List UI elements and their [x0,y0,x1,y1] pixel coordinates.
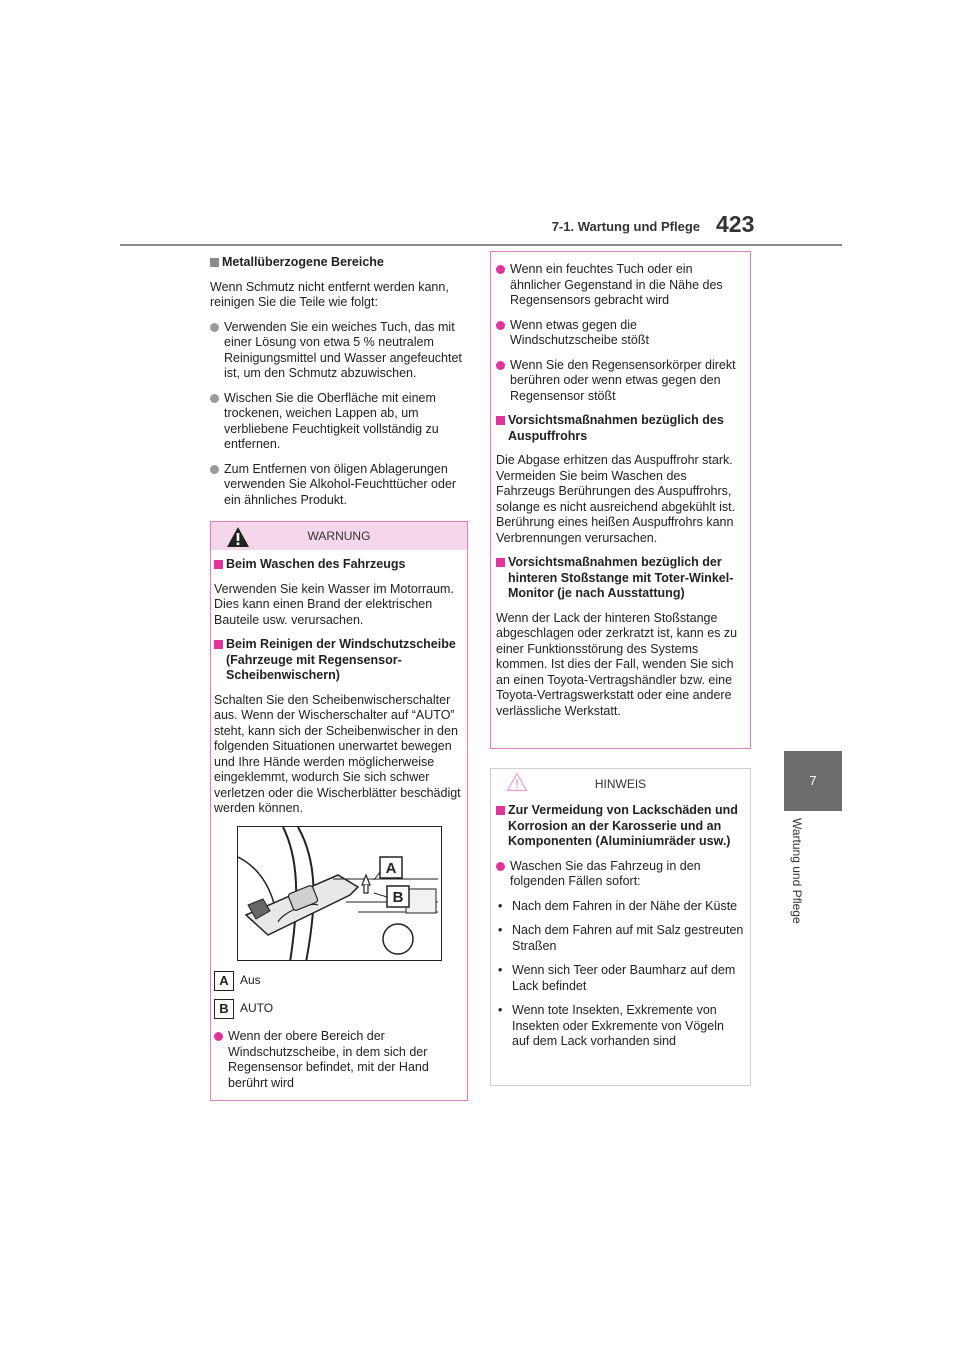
warning-heading: Vorsichtsmaßnahmen bezüglich des Auspuffrohrs [496,413,744,444]
list-item: Wenn Sie den Regensensorkörper direkt berühren oder wenn etwas gegen den Regensensor stößt [496,358,744,405]
warning-text: Verwenden Sie kein Wasser im Motorraum. Dies kann einen Brand der elektrischen Bauteile usw. verursachen. [214,581,454,627]
warning-title: WARNUNG [307,529,371,543]
callout-a: A [385,860,397,877]
warning-text: Wenn der Lack der hinteren Stoßstange abgeschlagen oder zerkratzt ist, kann es zu einer Funktionsstörung des Systems kommen. Ist dies der Fall, wenden Sie sich an einen Toyota-Vertragshändler bzw. eine Toyota-Vertragswerkstatt oder eine andere verlässliche Werkstatt. [496,610,738,718]
warning-content-top [214,557,462,826]
label-b-box: B [214,999,234,1019]
callout-b: B [392,889,404,906]
list-item: Waschen Sie das Fahrzeug in den folgenden Fällen sofort: [496,859,744,890]
wiper-switch-figure [237,826,442,961]
list-item: • Wenn sich Teer oder Baumharz auf dem Lack befindet [496,963,744,994]
list-item: Zum Entfernen von öligen Ablagerungen verwenden Sie Alkohol-Feuchttücher oder ein ähnliches Produkt. [210,462,465,509]
list-item: • Wenn tote Insekten, Exkremente von Insekten oder Exkremente von Vögeln auf dem Lack vorhanden sind [496,1003,744,1050]
list-item: Verwenden Sie ein weiches Tuch, das mit einer Lösung von etwa 5 % neutralem Reinigungsmittel und Wasser angefeuchtet ist, um den Schmutz abzuwischen. [210,320,465,382]
section-heading: Metallüberzogene Bereiche [210,255,465,271]
chapter-label: Wartung und Pflege [790,818,804,924]
warning-content-bottom [214,1029,462,1100]
list-item: Wischen Sie die Oberfläche mit einem trockenen, weichen Lappen ab, um verbliebene Feuchtigkeit vollständig zu entfernen. [210,391,465,453]
label-a-row [214,971,261,991]
warning-text: Die Abgase erhitzen das Auspuffrohr stark. Vermeiden Sie beim Waschen des Fahrzeugs Berührungen des Auspuffrohrs, solange es nicht ausreichend abgekühlt ist. Berührung eines heißen Auspuffrohrs kann Verbrennungen verursachen. [496,453,736,545]
page-number: 423 [716,211,755,237]
label-a-text: Aus [240,973,261,988]
list-item: Wenn etwas gegen die Windschutzscheibe stößt [496,318,744,349]
list-item: Wenn der obere Bereich der Windschutzscheibe, in dem sich der Regensensor befindet, mit der Hand berührt wird [214,1029,462,1091]
label-b-row [214,999,273,1019]
note-title: HINWEIS [594,777,647,791]
warning-heading: Beim Waschen des Fahrzeugs [214,557,462,573]
list-item: • Nach dem Fahren in der Nähe der Küste [496,899,744,915]
header-rule [120,244,842,246]
chapter-tab: 7 [784,751,842,811]
list-item: • Nach dem Fahren auf mit Salz gestreuten Straßen [496,923,744,954]
intro-text: Wenn Schmutz nicht entfernt werden kann, reinigen Sie die Teile wie folgt: [210,279,449,309]
warning-continuation-content [496,262,744,728]
wiper-switch-illustration [238,827,442,961]
warning-text: Schalten Sie den Scheibenwischerschalter aus. Wenn der Wischerschalter auf “AUTO” steht, kann sich der Scheibenwischer in den folgenden Situationen unerwartet bewegen und Ihre Hände werden möglicherweise eingeklemmt, wodurch Sie sich schwer verletzen oder die Wischerblätter beschädigt werden können. [214,692,461,815]
note-content [496,803,744,1059]
list-item: Wenn ein feuchtes Tuch oder ein ähnlicher Gegenstand in die Nähe des Regensensors gebracht wird [496,262,744,309]
warning-heading: Vorsichtsmaßnahmen bezüglich der hinteren Stoßstange mit Toter-Winkel-Monitor (je nach Ausstattung) [496,555,744,602]
label-b-text: AUTO [240,1001,274,1016]
left-column [210,255,465,517]
note-heading: Zur Vermeidung von Lackschäden und Korrosion an der Karosserie und an Komponenten (Aluminiumräder usw.) [496,803,744,850]
label-a-box: A [214,971,234,991]
warning-heading: Beim Reinigen der Windschutzscheibe (Fahrzeuge mit Regensensor-Scheibenwischern) [214,637,462,684]
